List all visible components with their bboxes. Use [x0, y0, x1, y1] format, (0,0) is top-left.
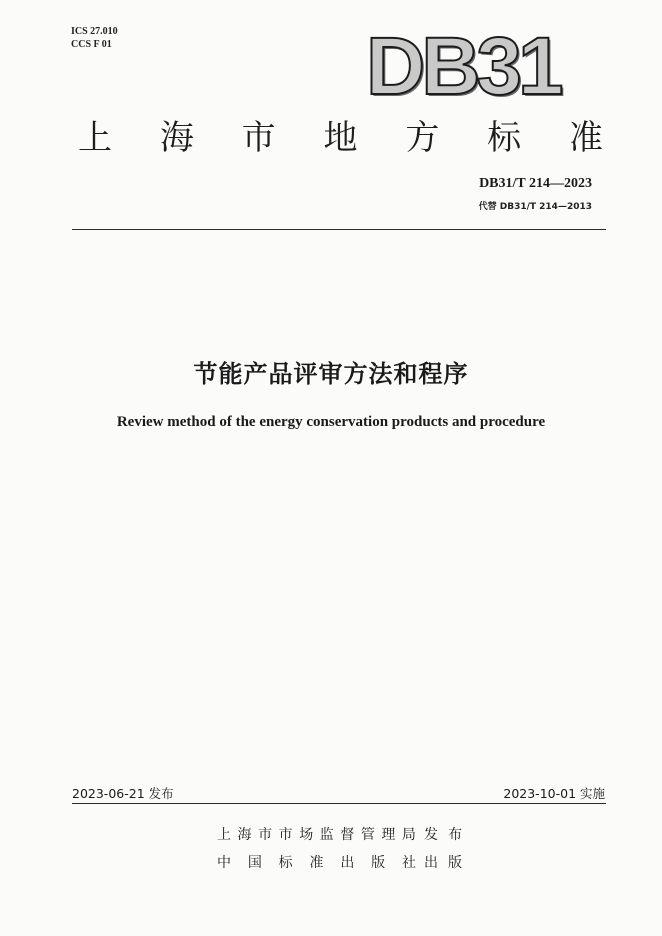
- press-name: 中 国 标 准 出 版 社: [217, 855, 416, 871]
- ics-code: ICS 27.010: [71, 26, 118, 37]
- issuer-name: 上 海 市 市 场 监 督 管 理 局: [217, 827, 416, 843]
- ccs-code: CCS F 01: [71, 39, 112, 50]
- db31-logo: DB31: [366, 21, 560, 112]
- replaces-standard: 代替 DB31/T 214—2013: [478, 202, 592, 212]
- classification-codes: [71, 25, 118, 51]
- header-divider: [72, 229, 606, 230]
- document-title-en: Review method of the energy conservation products and procedure: [116, 414, 546, 430]
- press-line: [217, 852, 462, 872]
- press-action: 出 版: [424, 855, 462, 871]
- standard-number: DB31/T 214—2023: [479, 176, 592, 191]
- issue-date: 2023-06-21 发布: [72, 786, 174, 801]
- issuer-action: 发 布: [424, 827, 462, 843]
- document-title-zh: 节能产品评审方法和程序: [193, 360, 469, 388]
- standard-type-title: 上 海 市 地 方 标 准: [78, 118, 603, 158]
- implementation-date: 2023-10-01 实施: [503, 786, 605, 801]
- issuer-line: [217, 824, 462, 844]
- footer-divider: [72, 803, 606, 804]
